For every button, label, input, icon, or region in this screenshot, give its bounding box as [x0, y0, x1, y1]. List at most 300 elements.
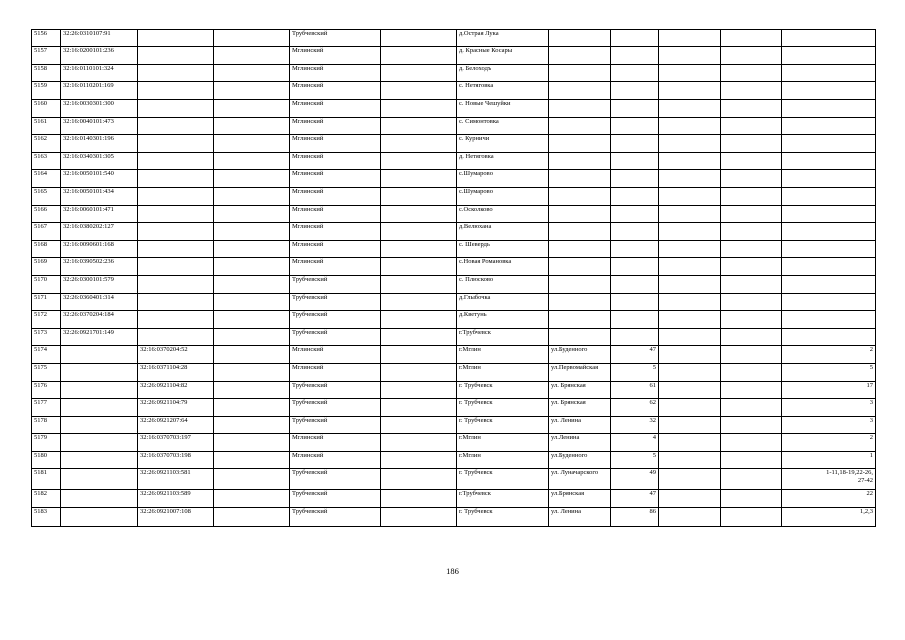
cell-empty	[381, 153, 457, 170]
cell-empty	[214, 434, 290, 452]
cell-cadastral-building: 32:26:0921104:82	[138, 382, 214, 399]
cell-district: Мглинский	[290, 223, 381, 241]
cell-empty	[381, 206, 457, 223]
cell-cadastral-building: 32:26:0921104:79	[138, 399, 214, 417]
cell-settlement: с. Курничи	[457, 135, 549, 153]
cell-settlement: д. Нетяговка	[457, 153, 549, 170]
cell-street: ул. Ленина	[549, 417, 611, 434]
cell-row-number: 5163	[32, 153, 61, 170]
cell-empty	[214, 241, 290, 258]
cell-empty	[214, 153, 290, 170]
cell-empty	[721, 469, 782, 490]
cell-cadastral-parcel	[61, 417, 138, 434]
cell-house-number	[611, 294, 659, 311]
cell-settlement: с. Симонтовка	[457, 118, 549, 135]
cell-apartment	[782, 329, 876, 346]
cell-district: Трубчевский	[290, 417, 381, 434]
cell-cadastral-parcel	[61, 490, 138, 508]
cell-empty	[721, 294, 782, 311]
cell-cadastral-building	[138, 30, 214, 47]
cell-street: ул. Луначарского	[549, 469, 611, 490]
cell-row-number: 5176	[32, 382, 61, 399]
cell-house-number	[611, 135, 659, 153]
cell-cadastral-parcel: 32:16:0390502:236	[61, 258, 138, 276]
cell-apartment	[782, 276, 876, 294]
cell-row-number: 5162	[32, 135, 61, 153]
cell-empty	[214, 469, 290, 490]
cell-empty	[721, 417, 782, 434]
cell-house-number: 47	[611, 490, 659, 508]
cell-row-number: 5178	[32, 417, 61, 434]
cell-row-number: 5156	[32, 30, 61, 47]
cell-row-number: 5166	[32, 206, 61, 223]
cell-district: Мглинский	[290, 65, 381, 82]
cell-empty	[659, 223, 721, 241]
cell-district: Мглинский	[290, 135, 381, 153]
cell-house-number: 32	[611, 417, 659, 434]
cell-apartment: 17	[782, 382, 876, 399]
cell-cadastral-building	[138, 118, 214, 135]
cell-empty	[381, 170, 457, 188]
cell-cadastral-building	[138, 47, 214, 65]
cell-street	[549, 311, 611, 329]
cell-house-number: 4	[611, 434, 659, 452]
cell-empty	[214, 30, 290, 47]
table-row	[32, 206, 876, 223]
cell-district: Мглинский	[290, 82, 381, 100]
cell-empty	[721, 206, 782, 223]
cell-settlement: г.Трубчевск	[457, 329, 549, 346]
register-rows	[32, 30, 876, 527]
table-row	[32, 346, 876, 364]
cell-cadastral-building: 32:16:0370703:198	[138, 452, 214, 469]
cell-empty	[381, 188, 457, 206]
cell-street	[549, 188, 611, 206]
cell-row-number: 5159	[32, 82, 61, 100]
cell-empty	[214, 170, 290, 188]
cell-cadastral-parcel	[61, 364, 138, 382]
cell-empty	[721, 170, 782, 188]
cell-apartment: 2	[782, 434, 876, 452]
cell-empty	[214, 188, 290, 206]
cell-empty	[659, 47, 721, 65]
cell-house-number	[611, 65, 659, 82]
cell-empty	[381, 399, 457, 417]
cell-district: Мглинский	[290, 452, 381, 469]
cell-empty	[659, 452, 721, 469]
cell-cadastral-parcel: 32:16:0060101:471	[61, 206, 138, 223]
table-row	[32, 100, 876, 118]
cell-cadastral-parcel: 32:16:0380202:127	[61, 223, 138, 241]
cell-cadastral-building	[138, 82, 214, 100]
cell-cadastral-parcel	[61, 469, 138, 490]
table-row	[32, 469, 876, 490]
cell-settlement: г. Трубчевск	[457, 399, 549, 417]
cell-settlement: с.Шумарово	[457, 188, 549, 206]
cell-settlement: г. Трубчевск	[457, 508, 549, 527]
cell-empty	[721, 47, 782, 65]
cell-house-number	[611, 188, 659, 206]
cell-empty	[659, 346, 721, 364]
cell-empty	[381, 241, 457, 258]
cell-house-number	[611, 276, 659, 294]
cell-empty	[659, 188, 721, 206]
cell-cadastral-building	[138, 65, 214, 82]
cell-house-number: 5	[611, 364, 659, 382]
cell-cadastral-parcel: 32:26:0360401:314	[61, 294, 138, 311]
cell-row-number: 5172	[32, 311, 61, 329]
cell-empty	[214, 47, 290, 65]
cell-empty	[721, 258, 782, 276]
cell-row-number: 5183	[32, 508, 61, 527]
table-row	[32, 258, 876, 276]
cell-empty	[659, 490, 721, 508]
cell-empty	[214, 490, 290, 508]
cell-district: Трубчевский	[290, 508, 381, 527]
cell-settlement: д. Белоходъ	[457, 65, 549, 82]
cell-empty	[381, 65, 457, 82]
cell-empty	[659, 508, 721, 527]
cell-apartment	[782, 206, 876, 223]
cell-cadastral-parcel	[61, 382, 138, 399]
cell-empty	[721, 82, 782, 100]
cell-empty	[721, 30, 782, 47]
cell-settlement: г.Трубчевск	[457, 490, 549, 508]
cell-empty	[381, 508, 457, 527]
cell-settlement: с. Плюсково	[457, 276, 549, 294]
cell-empty	[659, 30, 721, 47]
cell-empty	[659, 364, 721, 382]
cell-empty	[381, 82, 457, 100]
cell-district: Мглинский	[290, 47, 381, 65]
cell-street: ул. Брянская	[549, 399, 611, 417]
cell-settlement: д.Велюхана	[457, 223, 549, 241]
cell-empty	[721, 241, 782, 258]
cell-empty	[214, 206, 290, 223]
cell-apartment: 2	[782, 346, 876, 364]
cell-house-number	[611, 100, 659, 118]
cell-settlement: г.Мглин	[457, 434, 549, 452]
cell-empty	[214, 364, 290, 382]
table-row	[32, 417, 876, 434]
cell-empty	[659, 241, 721, 258]
cell-district: Трубчевский	[290, 294, 381, 311]
cell-cadastral-building	[138, 206, 214, 223]
cell-empty	[214, 276, 290, 294]
cell-street	[549, 223, 611, 241]
cell-row-number: 5167	[32, 223, 61, 241]
cell-settlement: г. Трубчевск	[457, 382, 549, 399]
cell-empty	[659, 82, 721, 100]
cell-street	[549, 294, 611, 311]
cell-apartment	[782, 135, 876, 153]
cell-empty	[381, 47, 457, 65]
cell-settlement: с.Осколково	[457, 206, 549, 223]
cell-empty	[214, 258, 290, 276]
cell-district: Мглинский	[290, 364, 381, 382]
cell-cadastral-parcel	[61, 508, 138, 527]
cell-empty	[659, 258, 721, 276]
cell-apartment	[782, 47, 876, 65]
cell-district: Трубчевский	[290, 490, 381, 508]
cell-apartment	[782, 100, 876, 118]
cell-street	[549, 329, 611, 346]
cell-settlement: г.Мглин	[457, 364, 549, 382]
cell-house-number	[611, 329, 659, 346]
cell-settlement: д.Кветунь	[457, 311, 549, 329]
cell-apartment: 3	[782, 417, 876, 434]
cell-house-number: 5	[611, 452, 659, 469]
cell-settlement: с. Шевердь	[457, 241, 549, 258]
table-row	[32, 135, 876, 153]
table-row	[32, 294, 876, 311]
cell-street: ул.Ленина	[549, 434, 611, 452]
table-row	[32, 452, 876, 469]
cell-empty	[214, 329, 290, 346]
cell-street	[549, 30, 611, 47]
cell-district: Мглинский	[290, 434, 381, 452]
cell-apartment: 22	[782, 490, 876, 508]
cell-street	[549, 258, 611, 276]
cell-cadastral-parcel: 32:26:0921701:149	[61, 329, 138, 346]
cell-street: ул. Брянская	[549, 382, 611, 399]
cell-district: Мглинский	[290, 241, 381, 258]
cell-district: Мглинский	[290, 170, 381, 188]
cell-settlement: г.Мглин	[457, 452, 549, 469]
cell-empty	[721, 434, 782, 452]
cell-district: Мглинский	[290, 118, 381, 135]
cell-house-number: 49	[611, 469, 659, 490]
cell-cadastral-parcel	[61, 346, 138, 364]
table-row	[32, 223, 876, 241]
cell-apartment	[782, 188, 876, 206]
cell-settlement: д. Красные Косары	[457, 47, 549, 65]
cell-empty	[659, 276, 721, 294]
cell-street	[549, 276, 611, 294]
cell-empty	[721, 346, 782, 364]
cell-empty	[381, 364, 457, 382]
cell-empty	[659, 382, 721, 399]
cell-empty	[381, 382, 457, 399]
cell-street	[549, 82, 611, 100]
cell-cadastral-parcel: 32:16:0200101:236	[61, 47, 138, 65]
cell-empty	[659, 206, 721, 223]
cell-apartment	[782, 258, 876, 276]
cell-street	[549, 118, 611, 135]
cell-street: ул.Буденного	[549, 346, 611, 364]
cell-empty	[721, 329, 782, 346]
cell-empty	[721, 276, 782, 294]
cell-cadastral-building	[138, 329, 214, 346]
cell-empty	[721, 490, 782, 508]
table-row	[32, 329, 876, 346]
cell-cadastral-building	[138, 258, 214, 276]
cell-cadastral-building	[138, 135, 214, 153]
cell-apartment	[782, 241, 876, 258]
cell-cadastral-building	[138, 153, 214, 170]
cell-apartment: 5	[782, 364, 876, 382]
cell-empty	[659, 135, 721, 153]
cell-cadastral-parcel: 32:26:0310107:91	[61, 30, 138, 47]
table-row	[32, 276, 876, 294]
cell-house-number	[611, 47, 659, 65]
cell-district: Мглинский	[290, 206, 381, 223]
cell-empty	[721, 188, 782, 206]
cell-empty	[214, 135, 290, 153]
cell-empty	[659, 417, 721, 434]
cell-house-number	[611, 82, 659, 100]
cell-empty	[381, 258, 457, 276]
cell-district: Трубчевский	[290, 276, 381, 294]
cell-district: Мглинский	[290, 258, 381, 276]
cell-street: ул.Первомайская	[549, 364, 611, 382]
cell-empty	[381, 329, 457, 346]
cell-cadastral-building	[138, 294, 214, 311]
table-row	[32, 47, 876, 65]
register-table	[31, 29, 876, 527]
cell-empty	[381, 118, 457, 135]
cell-district: Трубчевский	[290, 399, 381, 417]
cell-empty	[721, 118, 782, 135]
cell-cadastral-parcel	[61, 452, 138, 469]
cell-empty	[381, 100, 457, 118]
cell-empty	[214, 382, 290, 399]
table-row	[32, 188, 876, 206]
cell-row-number: 5160	[32, 100, 61, 118]
cell-apartment	[782, 294, 876, 311]
table-row	[32, 65, 876, 82]
cell-house-number	[611, 206, 659, 223]
table-row	[32, 434, 876, 452]
cell-house-number: 47	[611, 346, 659, 364]
cell-apartment	[782, 82, 876, 100]
cell-empty	[659, 118, 721, 135]
cell-empty	[381, 490, 457, 508]
cell-row-number: 5164	[32, 170, 61, 188]
cell-empty	[214, 417, 290, 434]
cell-cadastral-building: 32:26:0921207:64	[138, 417, 214, 434]
cell-empty	[659, 170, 721, 188]
cell-apartment: 1-11,18-19,22-26, 27-42	[782, 469, 876, 490]
cell-cadastral-parcel: 32:26:0300101:579	[61, 276, 138, 294]
cell-street	[549, 65, 611, 82]
cell-house-number	[611, 258, 659, 276]
cell-cadastral-parcel: 32:16:0040101:473	[61, 118, 138, 135]
cell-apartment	[782, 170, 876, 188]
cell-house-number: 62	[611, 399, 659, 417]
cell-cadastral-parcel: 32:16:0050101:434	[61, 188, 138, 206]
cell-cadastral-building: 32:26:0921103:589	[138, 490, 214, 508]
cell-house-number: 86	[611, 508, 659, 527]
cell-cadastral-building: 32:16:0370204:52	[138, 346, 214, 364]
table-row	[32, 30, 876, 47]
cell-apartment	[782, 65, 876, 82]
cell-house-number	[611, 223, 659, 241]
cell-row-number: 5173	[32, 329, 61, 346]
cell-cadastral-parcel: 32:16:0340301:305	[61, 153, 138, 170]
cell-row-number: 5165	[32, 188, 61, 206]
cell-empty	[721, 100, 782, 118]
cell-empty	[721, 452, 782, 469]
cell-cadastral-parcel: 32:16:0030301:300	[61, 100, 138, 118]
cell-empty	[721, 382, 782, 399]
cell-row-number: 5171	[32, 294, 61, 311]
cell-house-number	[611, 241, 659, 258]
cell-house-number	[611, 153, 659, 170]
cell-street	[549, 153, 611, 170]
cell-cadastral-building	[138, 170, 214, 188]
cell-empty	[381, 417, 457, 434]
cell-empty	[721, 135, 782, 153]
cell-empty	[381, 30, 457, 47]
cell-cadastral-building: 32:26:0921103:581	[138, 469, 214, 490]
cell-district: Мглинский	[290, 153, 381, 170]
cell-cadastral-parcel: 32:16:0110201:169	[61, 82, 138, 100]
cell-settlement: с.Новая Романовка	[457, 258, 549, 276]
cell-apartment	[782, 30, 876, 47]
cell-empty	[214, 82, 290, 100]
cell-district: Трубчевский	[290, 382, 381, 399]
table-row	[32, 170, 876, 188]
cell-empty	[214, 294, 290, 311]
cell-settlement: с. Нетяговка	[457, 82, 549, 100]
cell-settlement: с. Новые Чешуйки	[457, 100, 549, 118]
cell-apartment: 3	[782, 399, 876, 417]
cell-row-number: 5158	[32, 65, 61, 82]
cell-empty	[381, 434, 457, 452]
table-row	[32, 364, 876, 382]
cell-empty	[659, 100, 721, 118]
cell-district: Мглинский	[290, 100, 381, 118]
table-row	[32, 311, 876, 329]
cell-row-number: 5161	[32, 118, 61, 135]
cell-empty	[659, 329, 721, 346]
cell-cadastral-building	[138, 311, 214, 329]
cell-street	[549, 135, 611, 153]
cell-street	[549, 241, 611, 258]
cell-empty	[214, 452, 290, 469]
cell-cadastral-building: 32:16:0371104:28	[138, 364, 214, 382]
cell-empty	[214, 223, 290, 241]
cell-cadastral-building: 32:16:0370703:197	[138, 434, 214, 452]
cell-cadastral-building	[138, 276, 214, 294]
cell-empty	[721, 311, 782, 329]
cell-house-number	[611, 311, 659, 329]
cell-empty	[381, 311, 457, 329]
cell-row-number: 5169	[32, 258, 61, 276]
cell-street	[549, 170, 611, 188]
cell-house-number	[611, 30, 659, 47]
cell-street: ул.Брянская	[549, 490, 611, 508]
cell-district: Мглинский	[290, 346, 381, 364]
cell-row-number: 5180	[32, 452, 61, 469]
cell-district: Трубчевский	[290, 469, 381, 490]
cell-district: Трубчевский	[290, 311, 381, 329]
cell-street	[549, 47, 611, 65]
cell-settlement: с.Шумарово	[457, 170, 549, 188]
cell-empty	[381, 469, 457, 490]
cell-empty	[214, 118, 290, 135]
cell-settlement: г. Трубчевск	[457, 469, 549, 490]
cell-settlement: г. Трубчевск	[457, 417, 549, 434]
cell-empty	[721, 364, 782, 382]
cell-empty	[659, 311, 721, 329]
cell-district: Мглинский	[290, 188, 381, 206]
cell-empty	[659, 65, 721, 82]
cell-apartment	[782, 311, 876, 329]
cell-empty	[381, 294, 457, 311]
cell-row-number: 5168	[32, 241, 61, 258]
